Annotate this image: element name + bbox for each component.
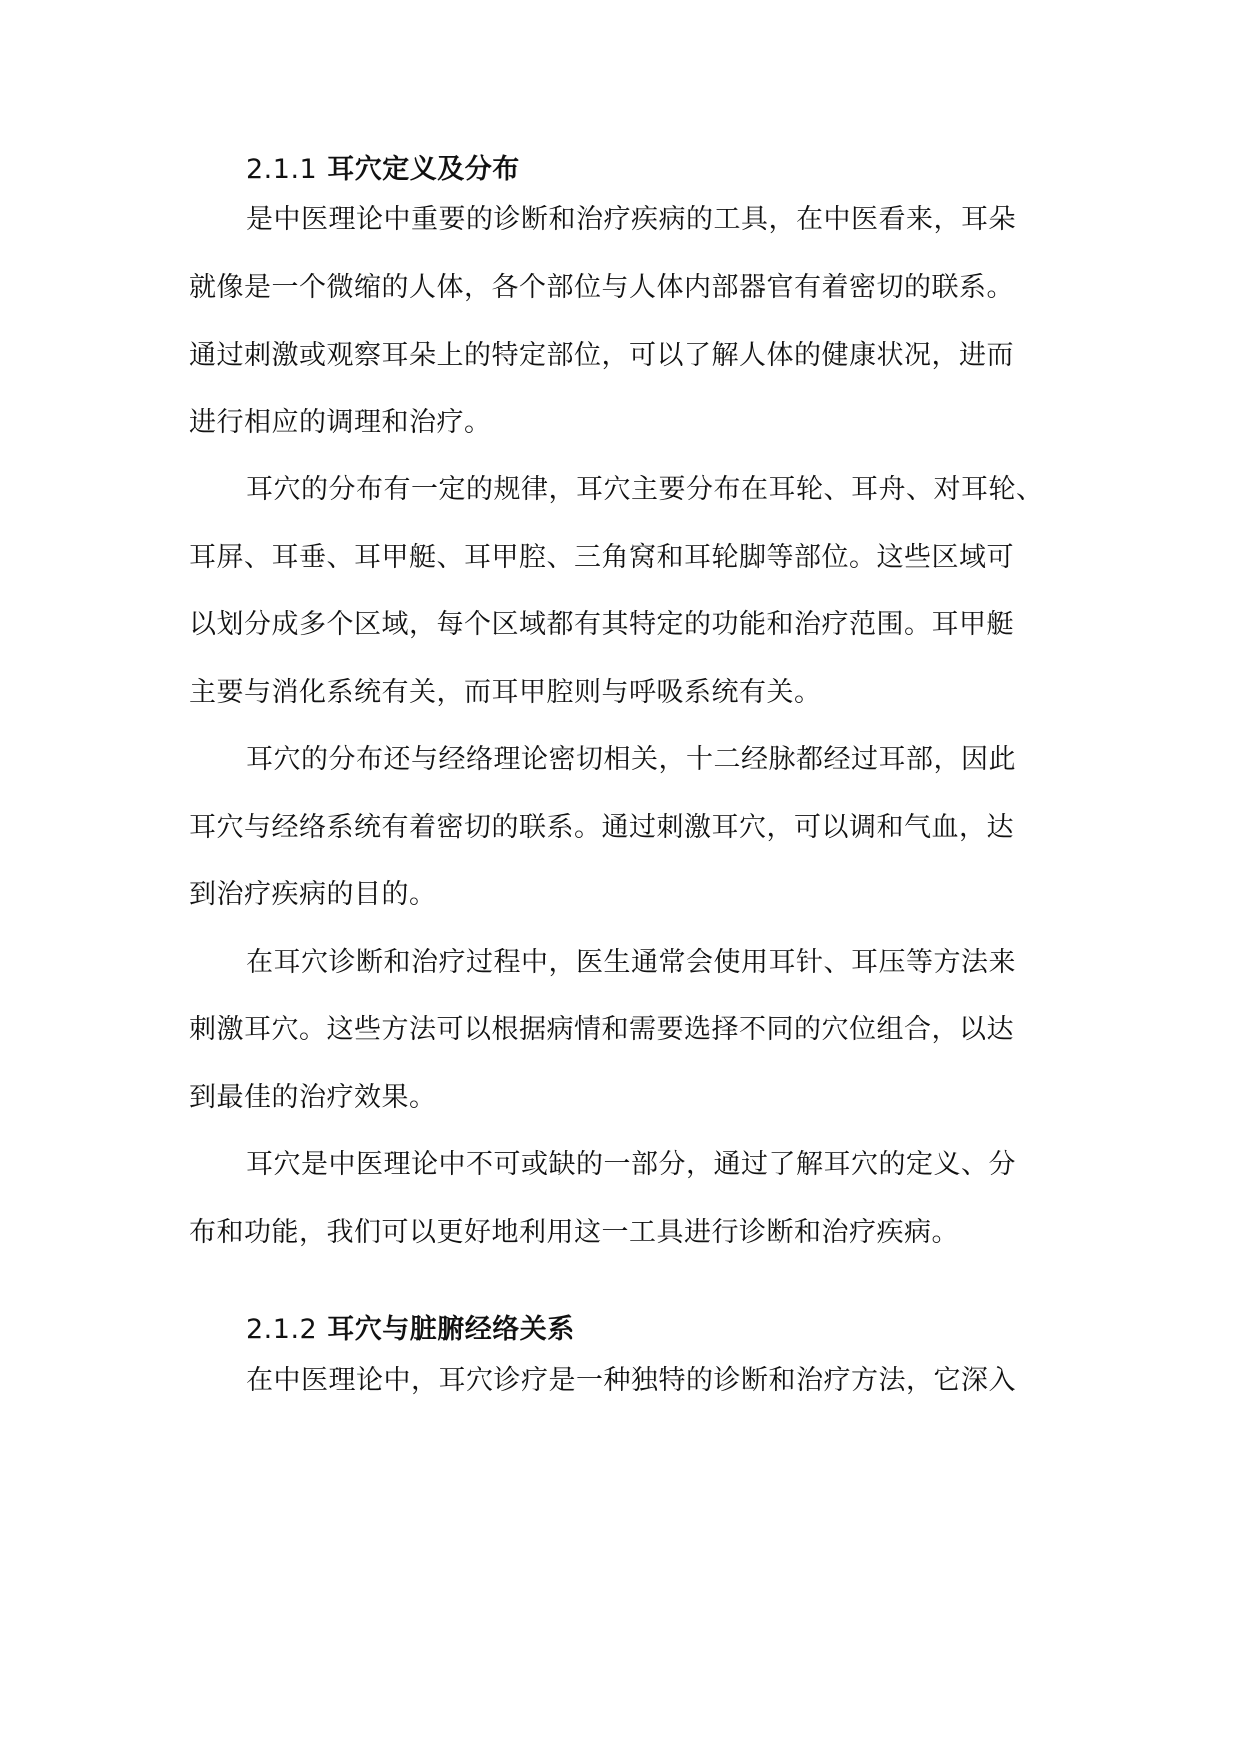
section-title: 耳穴与脏腑经络关系: [327, 1314, 575, 1345]
text-line: 在中医理论中，耳穴诊疗是一种独特的诊断和治疗方法，它深入: [246, 1365, 1016, 1396]
text-line: 进行相应的调理和治疗。: [189, 407, 492, 438]
text-line: 主要与消化系统有关，而耳甲腔则与呼吸系统有关。: [189, 677, 822, 708]
text-line: 耳穴的分布有一定的规律，耳穴主要分布在耳轮、耳舟、对耳轮、: [246, 474, 1044, 505]
text-line: 到治疗疾病的目的。: [189, 879, 437, 910]
text-line: 耳穴的分布还与经络理论密切相关，十二经脉都经过耳部，因此: [246, 744, 1016, 775]
text-line: 到最佳的治疗效果。: [189, 1082, 437, 1113]
section-title: 耳穴定义及分布: [327, 154, 520, 185]
text-line: 刺激耳穴。这些方法可以根据病情和需要选择不同的穴位组合，以达: [189, 1014, 1014, 1045]
text-line: 以划分成多个区域，每个区域都有其特定的功能和治疗范围。耳甲艇: [189, 609, 1014, 640]
text-line: 耳屏、耳垂、耳甲艇、耳甲腔、三角窝和耳轮脚等部位。这些区域可: [189, 542, 1014, 573]
text-line: 耳穴是中医理论中不可或缺的一部分，通过了解耳穴的定义、分: [246, 1149, 1016, 1180]
text-line: 就像是一个微缩的人体，各个部位与人体内部器官有着密切的联系。: [189, 272, 1014, 303]
text-line: 在耳穴诊断和治疗过程中，医生通常会使用耳针、耳压等方法来: [246, 947, 1016, 978]
text-line: 通过刺激或观察耳朵上的特定部位，可以了解人体的健康状况，进而: [189, 340, 1014, 371]
section-heading: [246, 1313, 575, 1347]
section-number: 2.1.1: [246, 154, 318, 185]
section-number: 2.1.2: [246, 1314, 318, 1345]
section-heading: [246, 153, 520, 187]
text-line: 布和功能，我们可以更好地利用这一工具进行诊断和治疗疾病。: [189, 1217, 959, 1248]
text-line: 是中医理论中重要的诊断和治疗疾病的工具，在中医看来，耳朵: [246, 204, 1016, 235]
text-line: 耳穴与经络系统有着密切的联系。通过刺激耳穴，可以调和气血，达: [189, 812, 1014, 843]
